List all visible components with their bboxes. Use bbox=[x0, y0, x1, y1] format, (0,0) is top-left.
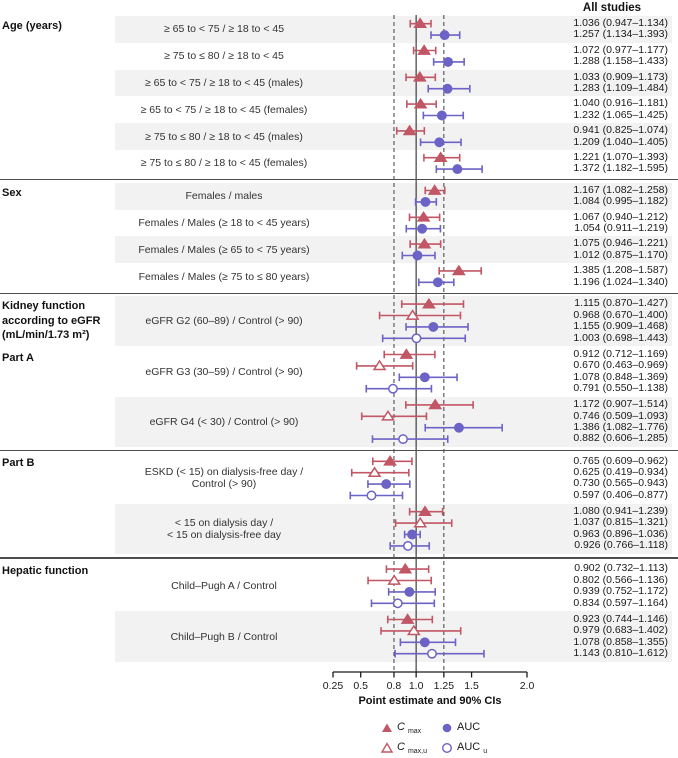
estimate-value: 1.386 (1.082–1.776) bbox=[573, 420, 668, 433]
row-label: Child–Pugh B / Control bbox=[170, 630, 278, 643]
section-label-sex: Sex bbox=[2, 186, 22, 199]
estimate-value: 1.084 (0.995–1.182) bbox=[573, 195, 668, 208]
section-label-age: Age (years) bbox=[2, 20, 62, 32]
x-axis-tick-label: 2.0 bbox=[519, 680, 535, 692]
estimate-value: 1.012 (0.875–1.170) bbox=[573, 248, 668, 261]
estimate-value: 1.209 (1.040–1.405) bbox=[573, 135, 668, 148]
row-label: ≥ 75 to ≤ 80 / ≥ 18 to < 45 (females) bbox=[140, 157, 308, 170]
row-label: Females / males bbox=[185, 190, 263, 203]
estimate-value: 1.155 (0.909–1.468) bbox=[573, 320, 668, 333]
estimate-value: 1.385 (1.208–1.587) bbox=[573, 264, 668, 277]
estimate-value: 1.003 (0.698–1.443) bbox=[573, 331, 668, 344]
row-label: ESKD (< 15) on dialysis-free day / Control (> 90) bbox=[144, 466, 304, 491]
row-label: ≥ 65 to < 75 / ≥ 18 to < 45 (males) bbox=[144, 76, 304, 89]
estimate-value: 0.834 (0.597–1.164) bbox=[573, 596, 668, 609]
estimate-value: 1.078 (0.858–1.355) bbox=[573, 635, 668, 648]
row-label: eGFR G3 (30–59) / Control (> 90) bbox=[145, 365, 303, 378]
auc-filled-circle-icon bbox=[440, 721, 454, 734]
row-label: ≥ 65 to < 75 / ≥ 18 to < 45 bbox=[163, 23, 285, 36]
estimate-value: 1.072 (0.977–1.177) bbox=[573, 43, 668, 56]
cmax-filled-triangle-icon bbox=[380, 721, 394, 734]
estimate-value: 1.288 (1.158–1.433) bbox=[573, 55, 668, 68]
section-sublabel-kidney-egfr: Part A bbox=[2, 352, 34, 365]
estimate-value: 0.963 (0.896–1.036) bbox=[573, 527, 668, 540]
estimate-value: 1.372 (1.182–1.595) bbox=[573, 162, 668, 175]
legend-label-auc: AUC bbox=[457, 721, 481, 733]
estimate-value: 0.939 (0.752–1.172) bbox=[573, 585, 668, 598]
estimate-value: 0.968 (0.670–1.400) bbox=[573, 308, 668, 321]
row-label: ≥ 75 to ≤ 80 / ≥ 18 to < 45 (males) bbox=[145, 130, 303, 143]
legend-label-cmaxu: C bbox=[397, 741, 405, 753]
legend-item-auc bbox=[440, 717, 487, 737]
estimate-value: 0.746 (0.509–1.093) bbox=[573, 409, 668, 422]
estimate-value: 1.172 (0.907–1.514) bbox=[573, 398, 668, 411]
estimate-value: 0.882 (0.606–1.285) bbox=[573, 432, 668, 445]
section-label-part-b: Part B bbox=[2, 457, 35, 470]
plot-legend bbox=[380, 717, 487, 757]
row-label: Females / Males (≥ 75 to ≤ 80 years) bbox=[138, 270, 310, 283]
estimate-value: 1.283 (1.109–1.484) bbox=[573, 81, 668, 94]
estimate-value: 1.232 (1.065–1.425) bbox=[573, 108, 668, 121]
section-separator bbox=[0, 557, 678, 559]
estimate-value: 1.033 (0.909–1.173) bbox=[573, 70, 668, 83]
estimate-value: 1.036 (0.947–1.134) bbox=[573, 16, 668, 29]
legend-sub-aucu: u bbox=[483, 748, 488, 755]
estimate-value: 1.037 (0.815–1.321) bbox=[573, 516, 668, 529]
row-label: eGFR G2 (60–89) / Control (> 90) bbox=[145, 315, 303, 328]
estimate-value: 0.923 (0.744–1.146) bbox=[573, 612, 668, 625]
section-separator bbox=[0, 293, 678, 294]
x-axis-tick-label: 0.8 bbox=[386, 680, 402, 692]
x-axis-tick-label: 0.5 bbox=[353, 680, 369, 692]
legend-label-aucu: AUC bbox=[457, 741, 481, 753]
row-label: eGFR G4 (< 30) / Control (> 90) bbox=[149, 415, 299, 428]
aucu-open-circle-icon bbox=[440, 741, 454, 754]
estimate-value: 1.167 (1.082–1.258) bbox=[573, 183, 668, 196]
row-label: Females / Males (≥ 18 to < 45 years) bbox=[138, 216, 310, 229]
x-axis-tick-label: 1.25 bbox=[433, 680, 455, 692]
estimate-value: 0.926 (0.766–1.118) bbox=[574, 539, 668, 552]
legend-sub-cmax: max bbox=[407, 728, 422, 735]
estimate-value: 1.040 (0.916–1.181) bbox=[573, 97, 668, 110]
legend-label-cmax: C bbox=[397, 721, 405, 733]
cmaxu-open-triangle-icon bbox=[380, 741, 394, 754]
row-label: Child–Pugh A / Control bbox=[171, 580, 277, 593]
estimate-value: 0.912 (0.712–1.169) bbox=[573, 347, 668, 360]
estimate-value: 1.078 (0.848–1.369) bbox=[573, 370, 668, 383]
estimate-value: 1.080 (0.941–1.239) bbox=[573, 504, 668, 517]
estimate-value: 1.221 (1.070–1.393) bbox=[573, 150, 668, 163]
x-axis-tick-label: 0.25 bbox=[322, 680, 344, 692]
row-label: < 15 on dialysis day / < 15 on dialysis-free day bbox=[166, 516, 282, 541]
estimate-value: 1.196 (1.024–1.340) bbox=[573, 275, 668, 288]
estimate-value: 0.765 (0.609–0.962) bbox=[573, 454, 668, 467]
all-studies-column-header: All studies bbox=[582, 2, 642, 14]
estimate-value: 1.067 (0.940–1.212) bbox=[573, 210, 668, 223]
section-label-hepatic: Hepatic function bbox=[2, 565, 89, 577]
estimate-value: 0.625 (0.419–0.934) bbox=[573, 465, 668, 478]
estimate-value: 0.730 (0.565–0.943) bbox=[573, 477, 668, 490]
section-separator bbox=[0, 450, 678, 451]
estimate-value: 0.670 (0.463–0.969) bbox=[573, 359, 668, 372]
x-axis-tick-label: 1.0 bbox=[408, 680, 424, 692]
legend-item-cmax bbox=[380, 717, 440, 737]
estimate-value: 0.941 (0.825–1.074) bbox=[573, 124, 668, 137]
estimate-value: 0.791 (0.550–1.138) bbox=[573, 381, 668, 394]
estimate-value: 0.902 (0.732–1.113) bbox=[574, 562, 668, 575]
estimate-value: 1.054 (0.911–1.219) bbox=[574, 221, 668, 234]
estimate-value: 1.143 (0.810–1.612) bbox=[573, 646, 668, 659]
estimate-value: 1.115 (0.870–1.427) bbox=[574, 297, 668, 310]
row-label: ≥ 65 to < 75 / ≥ 18 to < 45 (females) bbox=[140, 103, 308, 116]
estimate-value: 1.257 (1.134–1.393) bbox=[573, 28, 668, 41]
section-separator bbox=[0, 179, 678, 180]
estimate-value: 1.075 (0.946–1.221) bbox=[573, 237, 668, 250]
estimate-value: 0.979 (0.683–1.402) bbox=[573, 624, 668, 637]
legend-item-aucu bbox=[440, 737, 487, 757]
section-label-kidney-egfr: Kidney function according to eGFR (mL/min/1.73 m²) bbox=[2, 300, 101, 341]
row-label: Females / Males (≥ 65 to < 75 years) bbox=[138, 243, 310, 256]
legend-item-cmaxu bbox=[380, 737, 440, 757]
estimate-value: 0.802 (0.566–1.136) bbox=[573, 573, 668, 586]
estimate-value: 0.597 (0.406–0.877) bbox=[573, 488, 668, 501]
row-label: ≥ 75 to ≤ 80 / ≥ 18 to < 45 bbox=[164, 50, 284, 63]
legend-sub-cmaxu: max,u bbox=[407, 748, 428, 755]
x-axis-tick-label: 1.5 bbox=[464, 680, 479, 692]
x-axis-title: Point estimate and 90% CIs bbox=[358, 695, 502, 707]
